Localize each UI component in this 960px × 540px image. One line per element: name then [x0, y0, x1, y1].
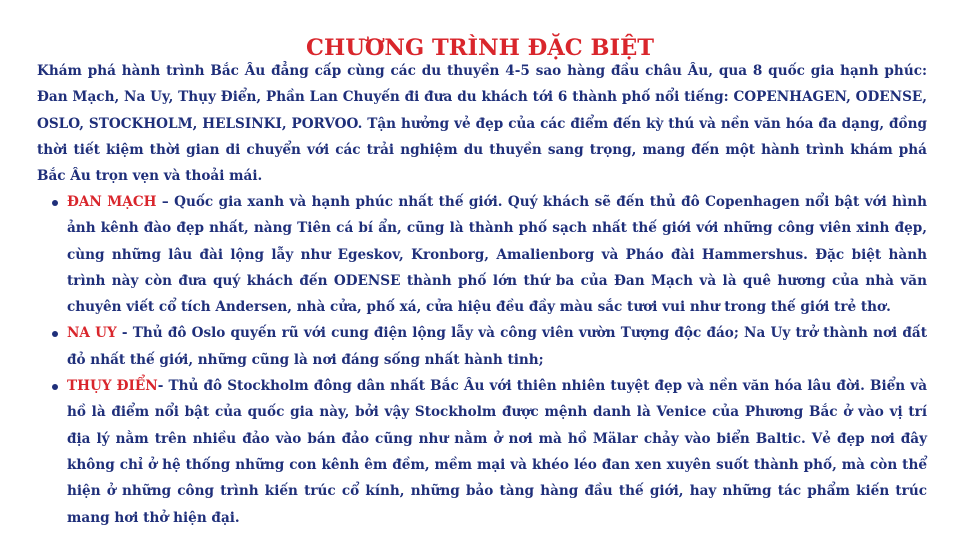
- country-name-sweden: THỤY ĐIỂN: [67, 378, 158, 395]
- country-name-norway: NA UY: [67, 325, 117, 342]
- country-description-norway: - Thủ đô Oslo quyến rũ với cung điện lộng lẫy và công viên vườn Tượng độc đáo; Na Uy trở thành nơi đất đỏ nhất thế giới, những cũng là nơi đáng sống nhất hành tinh;: [67, 325, 927, 368]
- country-name-denmark: ĐAN MẠCH: [67, 194, 157, 210]
- country-description-denmark: – Quốc gia xanh và hạnh phúc nhất thế giới. Quý khách sẽ đến thủ đô Copenhagen nổi bật với hình ảnh kênh đào đẹp nhất, nàng Tiên cá bí ẩn, cũng là thành phố sạch nhất thế giới với những công viên xinh đẹp, cùng những lâu đài lộng lẫy như Egeskov, Kronborg, Amalienborg và Pháo đài Hammershus. Đặc biệt hành trình này còn đưa quý khách đến ODENSE thành phố lớn thứ ba của Đan Mạch và là quê hương của nhà văn chuyên viết cổ tích Andersen, nhà cửa, phố xá, cửa hiệu đều đầy màu sắc tươi vui như trong thế giới trẻ thơ.: [67, 194, 927, 316]
- bullet-icon: [52, 200, 58, 206]
- bullet-icon: [52, 384, 58, 390]
- list-item-norway: [37, 320, 927, 373]
- list-item-sweden: [37, 373, 927, 531]
- list-item-denmark: [37, 189, 927, 320]
- country-description-sweden: - Thủ đô Stockholm đông dân nhất Bắc Âu với thiên nhiên tuyệt đẹp và nền văn hóa lâu đời. Biển và hồ là điểm nổi bật của quốc gia này, bởi vậy Stockholm được mệnh danh là Venice của Phương Bắc ở vào vị trí địa lý nằm trên nhiều đảo vào bán đảo cũng như nằm ở nơi mà hồ Mälar chảy vào biển Baltic. Vẻ đẹp nơi đây không chỉ ở hệ thống những con kênh êm đềm, mềm mại và khéo léo đan xen xuyên suốt thành phố, mà còn thể hiện ở những công trình kiến trúc cổ kính, những bảo tàng hàng đầu thế giới, hay những tác phẩm kiến trúc mang hơi thở hiện đại.: [67, 378, 928, 526]
- intro-paragraph: Khám phá hành trình Bắc Âu đẳng cấp cùng các du thuyền 4-5 sao hàng đầu châu Âu, qua 8 quốc gia hạnh phúc: Đan Mạch, Na Uy, Thụy Điển, Phần Lan Chuyến đi đưa du khách tới 6 thành phố nổi tiếng: COPENHAGEN, ODENSE, OSLO, STOCKHOLM, HELSINKI, PORVOO. Tận hưởng vẻ đẹp của các điểm đến kỳ thú và nền văn hóa đa dạng, đồng thời tiết kiệm thời gian di chuyển với các trải nghiệm du thuyền sang trọng, mang đến một hành trình khám phá Bắc Âu trọn vẹn và thoải mái.: [37, 63, 927, 185]
- page-title: CHƯƠNG TRÌNH ĐẶC BIỆT: [306, 35, 654, 62]
- bullet-icon: [52, 331, 58, 337]
- country-list: [37, 189, 927, 531]
